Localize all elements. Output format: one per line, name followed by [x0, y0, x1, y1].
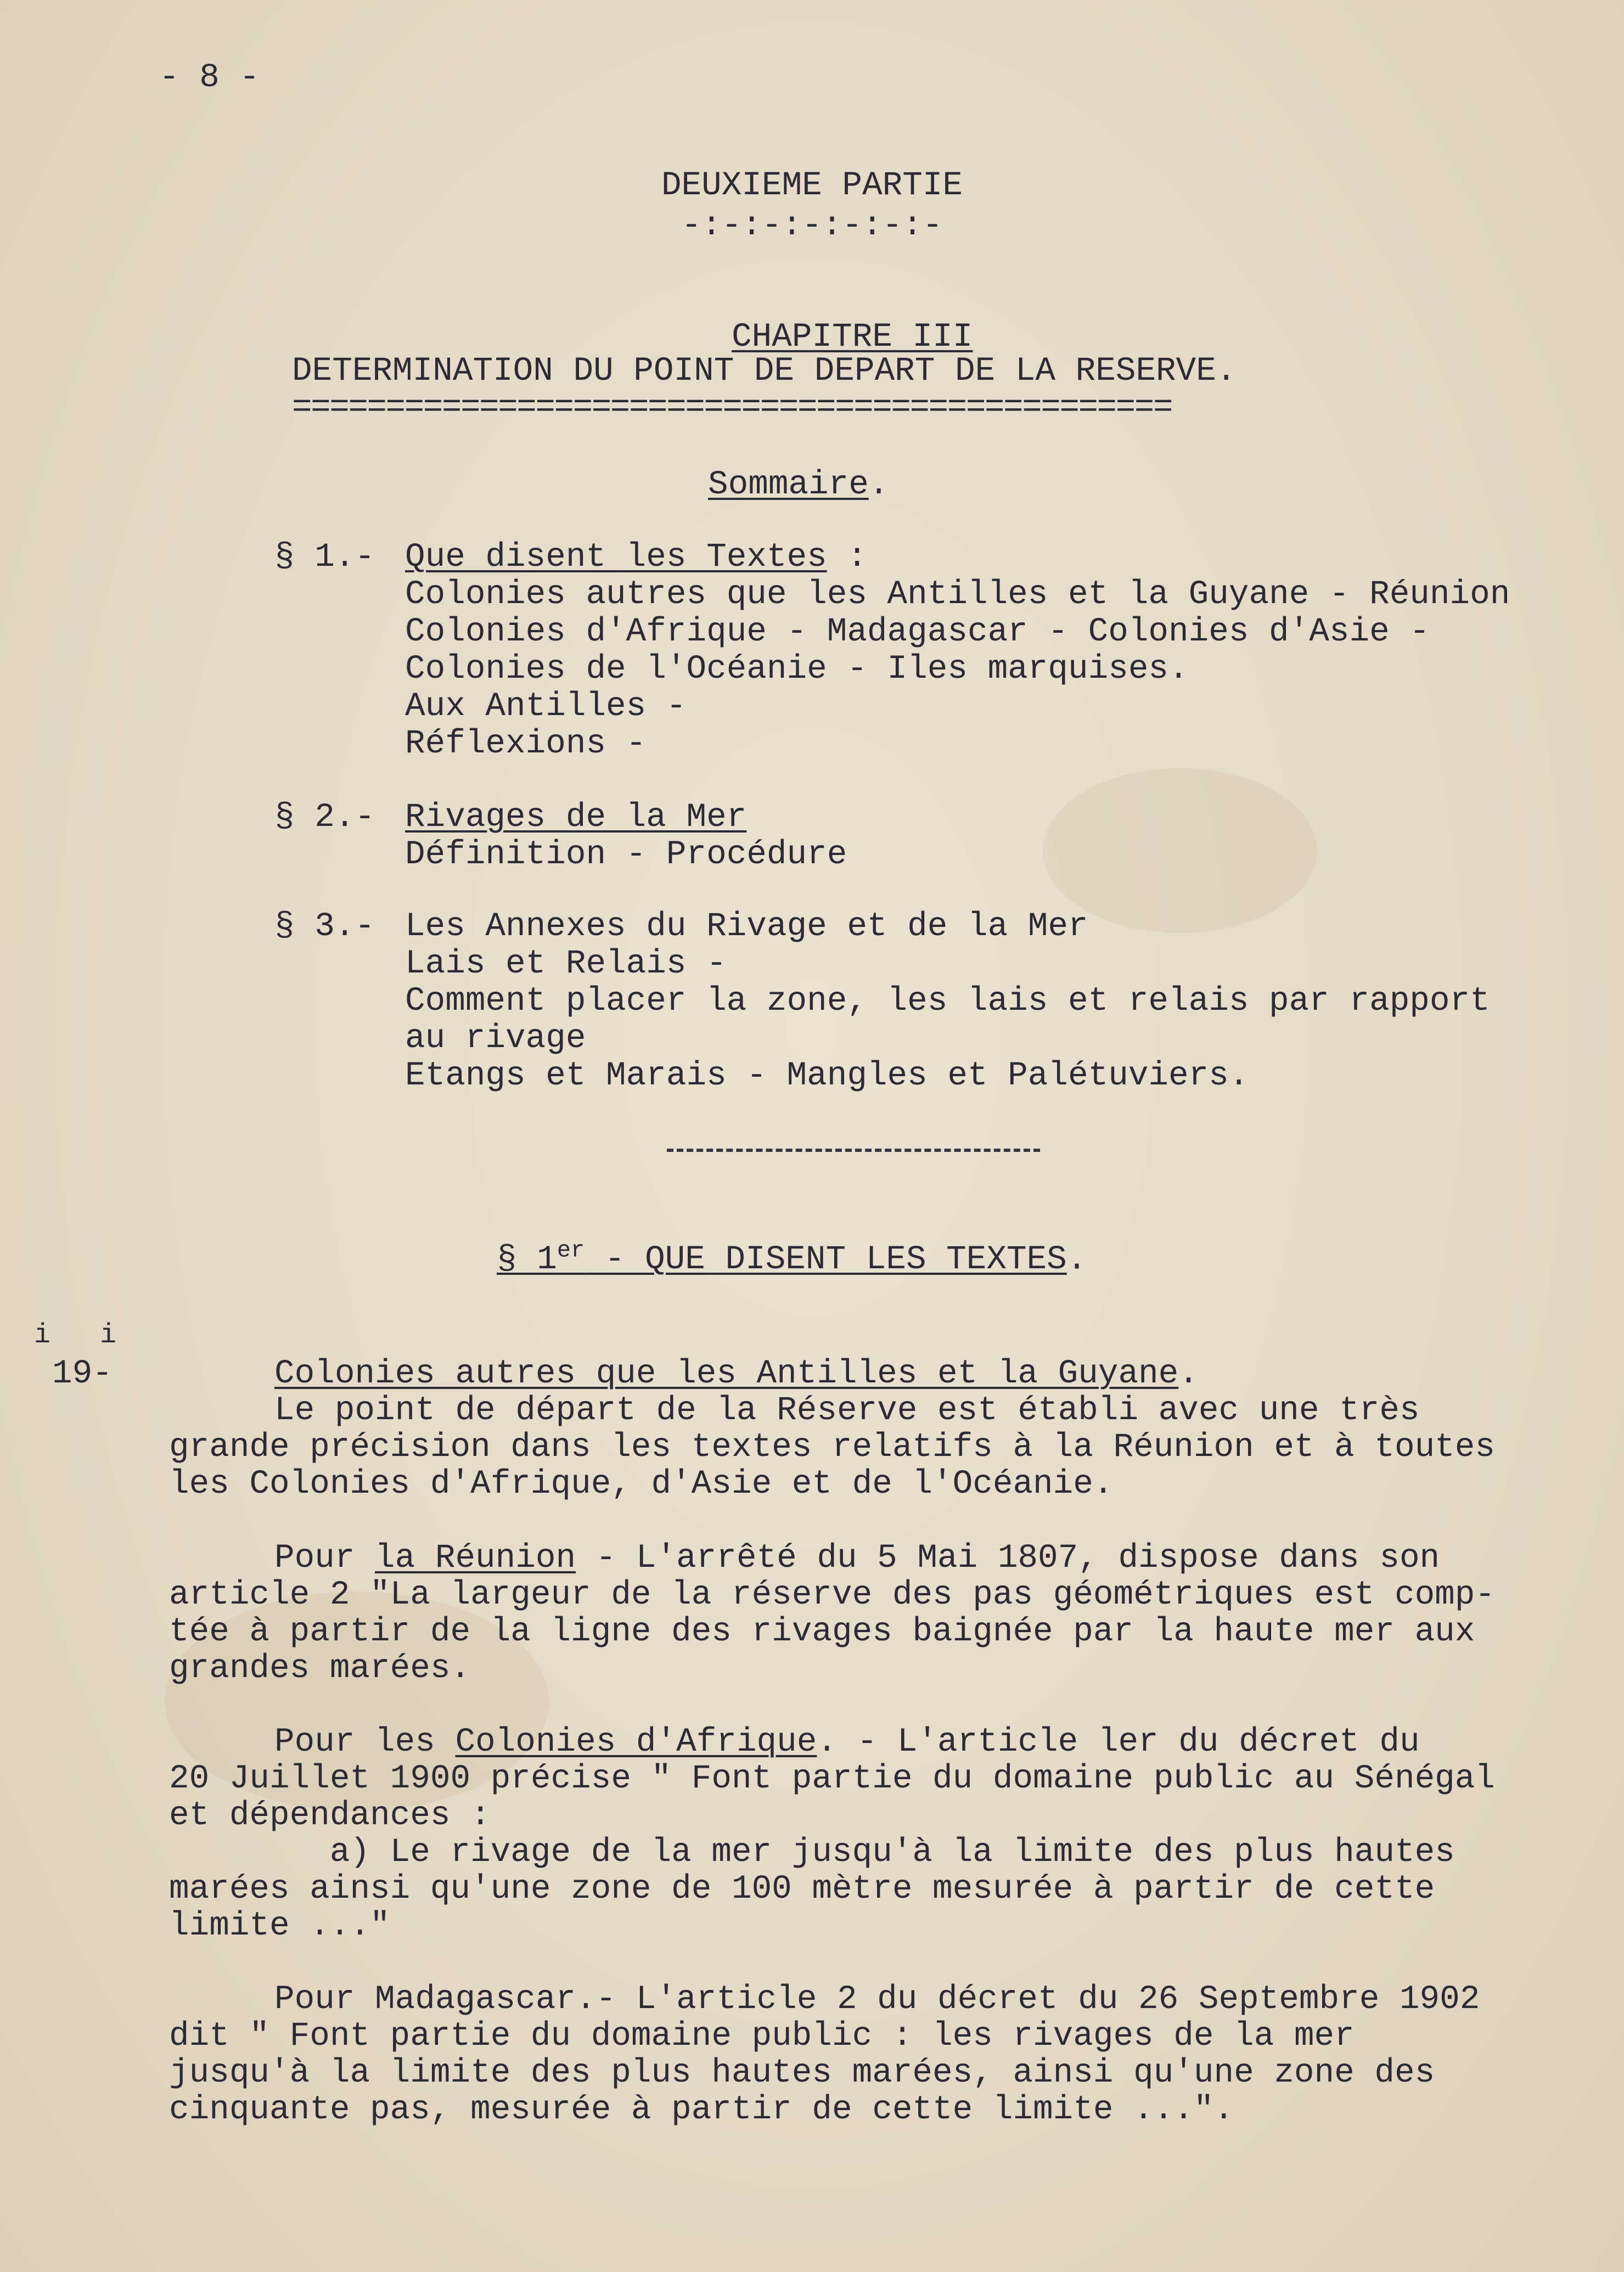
afrique-label: Colonies d'Afrique	[455, 1723, 817, 1761]
paragraph-line: marées ainsi qu'une zone de 100 mètre mesurée à partir de cette	[169, 1870, 1435, 1908]
paragraph-line: Pour Madagascar.- L'article 2 du décret du 26 Septembre 1902	[274, 1981, 1480, 2018]
section-heading-prefix: § 1	[497, 1241, 557, 1279]
paragraph-line: a) Le rivage de la mer jusqu'à la limite des plus hautes	[169, 1834, 1455, 1871]
paragraph-line: limite ..."	[169, 1907, 390, 1945]
paragraph-line: article 2 "La largeur de la réserve des pas géométriques est comp-	[169, 1576, 1495, 1614]
main-heading: DETERMINATION DU POINT DE DEPART DE LA RESERVE.	[292, 352, 1237, 390]
reunion-rest: - L'arrêté du 5 Mai 1807, dispose dans son	[576, 1539, 1440, 1577]
summary-line: Aux Antilles -	[405, 688, 687, 726]
summary-section-title: Les Annexes du Rivage et de la Mer	[405, 908, 1088, 946]
paragraph-line: grandes marées.	[169, 1650, 471, 1688]
section-heading-superscript: er	[557, 1238, 585, 1264]
margin-mark: i i	[34, 1320, 117, 1351]
paragraph-line: jusqu'à la limite des plus hautes marées, ainsi qu'une zone des	[169, 2054, 1435, 2092]
summary-title-text: Sommaire	[708, 466, 869, 504]
paragraph-line	[274, 1540, 1440, 1577]
subheading-dot: .	[1178, 1355, 1199, 1393]
page-number: - 8 -	[159, 59, 260, 97]
summary-line: Comment placer la zone, les lais et relais par rapport	[405, 982, 1490, 1020]
part-title: DEUXIEME PARTIE	[661, 167, 963, 205]
summary-section-title-text: Que disent les Textes	[405, 538, 827, 576]
paragraph-line: les Colonies d'Afrique, d'Asie et de l'Océanie.	[169, 1465, 1114, 1503]
summary-section-title-text: Rivages de la Mer	[405, 798, 747, 836]
reunion-lead: Pour	[274, 1539, 375, 1577]
paragraph-line: cinquante pas, mesurée à partir de cette limite ...".	[169, 2091, 1234, 2129]
summary-line: au rivage	[405, 1020, 586, 1058]
summary-line: Lais et Relais -	[405, 945, 727, 983]
afrique-lead: Pour les	[274, 1723, 456, 1761]
summary-line: Colonies autres que les Antilles et la Guyane - Réunion	[405, 576, 1510, 614]
section-heading-dot: .	[1066, 1241, 1087, 1279]
subheading-text: Colonies autres que les Antilles et la Guyane	[274, 1355, 1179, 1393]
reunion-label: la Réunion	[375, 1539, 576, 1577]
summary-line: Colonies de l'Océanie - Iles marquises.	[405, 650, 1189, 688]
margin-number: 19-	[52, 1355, 113, 1393]
summary-line: Définition - Procédure	[405, 836, 847, 874]
paragraph-line: et dépendances :	[169, 1797, 491, 1835]
part-ornament: -:-:-:-:-:-:-	[681, 207, 943, 245]
section-heading	[497, 1232, 1087, 1279]
paragraph-line	[274, 1724, 1420, 1761]
paragraph-line: 20 Juillet 1900 précise " Font partie du domaine public au Sénégal	[169, 1760, 1495, 1798]
chapter-title-text: CHAPITRE III	[732, 318, 973, 356]
section-heading-title: - QUE DISENT LES TEXTES	[585, 1241, 1067, 1279]
section-heading-text	[497, 1238, 1067, 1279]
summary-line: Etangs et Marais - Mangles et Palétuviers.	[405, 1057, 1249, 1095]
summary-section-title	[405, 539, 867, 576]
paragraph-line: grande précision dans les textes relatifs à la Réunion et à toutes	[169, 1429, 1495, 1466]
summary-section-number: § 1.-	[274, 538, 375, 576]
subheading	[274, 1356, 1199, 1393]
summary-section-title	[405, 799, 746, 836]
paragraph-line: Le point de départ de la Réserve est établi avec une très	[274, 1392, 1420, 1430]
summary-section-number: § 2.-	[274, 798, 375, 836]
summary-line: Réflexions -	[405, 725, 647, 763]
summary-section-number: § 3.-	[274, 908, 375, 946]
summary-section-title-colon: :	[827, 538, 867, 576]
summary-title-dot: .	[868, 466, 889, 504]
main-heading-rule: ===============================================	[292, 389, 1172, 427]
summary-line: Colonies d'Afrique - Madagascar - Colonies d'Asie -	[405, 613, 1430, 651]
summary-title	[708, 466, 889, 504]
afrique-rest: . - L'article ler du décret du	[817, 1723, 1420, 1761]
paragraph-line: dit " Font partie du domaine public : les rivages de la mer	[169, 2017, 1355, 2055]
section-divider	[667, 1149, 1040, 1152]
paragraph-line: tée à partir de la ligne des rivages baignée par la haute mer aux	[169, 1613, 1475, 1651]
